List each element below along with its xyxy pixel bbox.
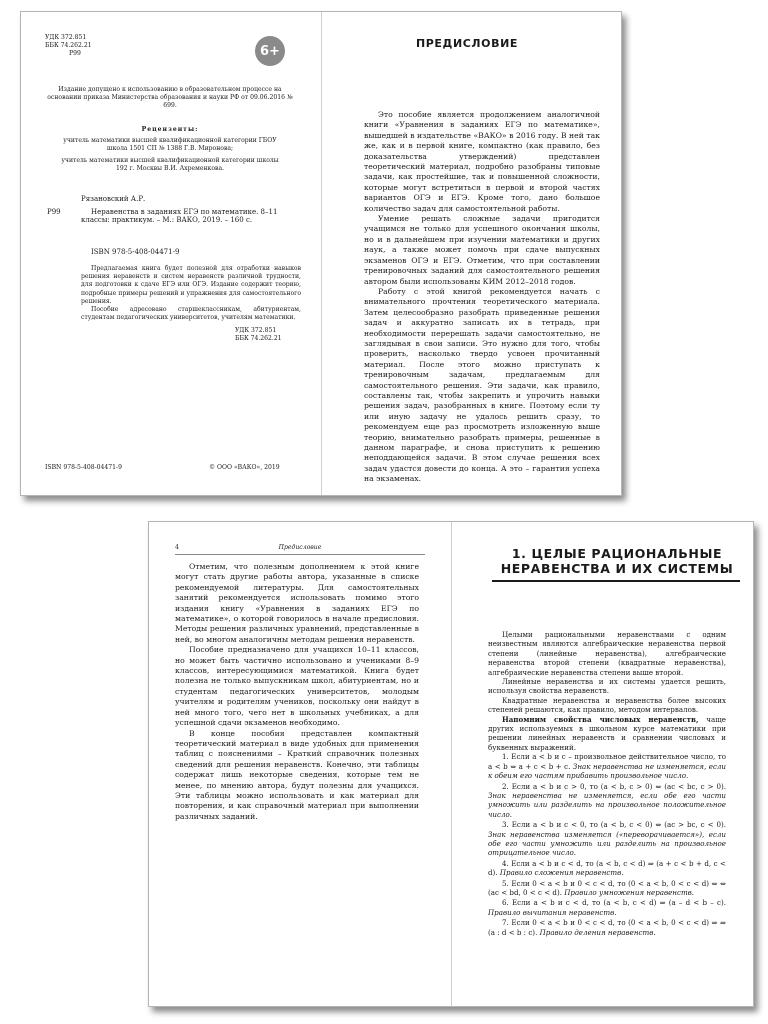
footer-isbn: ISBN 978-5-408-04471-9 bbox=[45, 464, 122, 471]
rule-explanation: Правило вычитания неравенств. bbox=[488, 907, 617, 917]
properties-lead-rest: чаще других используемых в школьном курсе математики при решении линейных неравенств и сравнении числовых и буквенных выражений. bbox=[488, 714, 726, 752]
author-name: Рязановский А.Р. bbox=[81, 195, 146, 203]
intro-paragraph: Квадратные неравенства и неравенства более высоких степеней решаются, как правило, методом интервалов. bbox=[488, 695, 726, 715]
rule-item bbox=[488, 859, 726, 878]
reviewer-1: учитель математики высшей квалификационной категории ГБОУ школа 1501 СП № 1388 Г.В. Миронова; bbox=[63, 137, 277, 153]
rule-item bbox=[488, 918, 726, 937]
reviewer-2: учитель математики высшей квалификационной категории школы 192 г. Москвы В.И. Ахременкова. bbox=[61, 157, 279, 173]
book-description: Неравенства в заданиях ЕГЭ по математике. 8–11 классы: практикум. – М.: ВАКО, 2019. – 160 с. bbox=[81, 208, 278, 225]
udk-code-bottom: УДК 372.851 bbox=[235, 327, 277, 334]
bottom-codes bbox=[235, 327, 315, 343]
author-sign-side: Р99 bbox=[47, 208, 61, 216]
preface-paragraph: Пособие предназначено для учащихся 10–11 классов, но может быть частично использовано и учениками 8–9 классов, интересующимися математикой. Книга будет полезна не только выпускникам школ, абитуриентам, но и студентам педагогических университетов, молодым учителям и родителям учеников, поскольку они найдут в ней много того, чего нет в школьных учебниках, а для успешной сдачи экзаменов необходимо. bbox=[175, 645, 419, 728]
rule-item bbox=[488, 879, 726, 898]
udk-code: УДК 372.851 bbox=[45, 34, 87, 41]
running-head-rule bbox=[175, 554, 425, 555]
properties-lead-bold: Напомним свойства числовых неравенств, bbox=[502, 714, 699, 724]
bbk-code: ББК 74.262.21 bbox=[45, 42, 92, 50]
rule-explanation: Знак неравенства изменяется («переворачивается»), если обе его части умножить или разделить на произвольное отрицательное число. bbox=[488, 829, 726, 858]
chapter-title-rule bbox=[492, 580, 740, 582]
preface-paragraph: Это пособие является продолжением аналогичной книги «Уравнения в заданиях ЕГЭ по математике», вышедшей в издательстве «ВАКО» в 2016 году. В ней так же, как и в первой книге, компактно (как правило, без доказательства утверждений) представлен теоретический материал, подробно разобраны типовые задачи, как простейшие, так и повышенной сложности, которые могут встретиться в первой и второй частях вариантов ОГЭ и ЕГЭ. Кроме того, дано большое количество задач для самостоятельной работы. bbox=[364, 110, 600, 213]
approval-notice: Издание допущено к использованию в образовательном процессе на основании приказа Министерства образования и науки РФ от 09.06.2016 № 699. bbox=[47, 86, 293, 110]
rule-statement: 1. Если a < b и c – произвольное действительное число, то a < b ⇔ a + c < b + c. bbox=[488, 752, 726, 771]
footer-copyright: © ООО «ВАКО», 2019 bbox=[209, 464, 280, 471]
rule-item bbox=[488, 752, 726, 780]
chapter-text bbox=[488, 630, 726, 938]
rule-explanation: Правило умножения неравенств. bbox=[564, 887, 695, 897]
rule-explanation: Знак неравенства не изменяется, если обе его части умножить или разделить на произвольное положительное число. bbox=[488, 790, 726, 819]
preface-paragraph: Умение решать сложные задачи пригодится учащимся не только для успешного окончания школы, но и в дальнейшем при изучении математики и других наук, а также может помочь при сдаче выпускных экзаменов ОГЭ и ЕГЭ. Отметим, что при составлении тренировочных заданий для самостоятельного решения автором были использованы КИМ 2012–2018 годов. bbox=[364, 214, 600, 286]
classification-codes bbox=[45, 34, 165, 59]
preface-paragraph: Работу с этой книгой рекомендуется начать с внимательного прочтения теоретического материала. Затем целесообразно разобрать приведенные решения задач и аккуратно записать их в тетрадь, при необходимости перерешать задачи самостоятельно, не заглядывая в свои записи. Это нужно для того, чтобы проверить, насколько твердо усвоен прочитанный материал. После этого можно приступать к тренировочным задачам, предлагаемым для самостоятельного решения. Эти задачи, как правило, составлены так, чтобы закрепить и упрочить навыки решения задач, разобранных в книге. Поэтому если ту или иную задачу не удалось решить сразу, то рекомендуем еще раз просмотреть изложенную выше теорию, внимательно разобрать примеры, решенные в данном параграфе, и снова приступить к решению неподдающейся задачи. В этом случае решения всех задач удастся довести до конца. А это – гарантия успеха на экзаменах. bbox=[364, 286, 600, 484]
preface-paragraph: Отметим, что полезным дополнением к этой книге могут стать другие работы автора, указанные в списке рекомендуемой литературы. Для самостоятельных занятий рекомендуется использовать помимо этого издания книгу «Уравнения в заданиях ЕГЭ по математике», о которой говорилось в начале предисловия. Методы решения различных уравнений, представленные в ней, во многом аналогичны методам решения неравенств. bbox=[175, 562, 419, 644]
preface-paragraph: В конце пособия представлен компактный теоретический материал в виде удобных для применения таблиц с пояснениями – Краткий справочник полезных сведений для решения неравенств. Конечно, эти таблицы содержат лишь некоторые сведения, которые тем не менее, по мнению автора, будут полезны для учащихся. Эти таблицы можно использовать и как материал для повторения, и как справочный материал при выполнении различных заданий. bbox=[175, 728, 419, 821]
top-book-spread bbox=[20, 11, 622, 496]
rule-item bbox=[488, 898, 726, 917]
bbk-code-bottom: ББК 74.262.21 bbox=[235, 335, 282, 343]
preface-page bbox=[322, 12, 621, 495]
annotation-paragraph: Пособие адресовано старшеклассникам, абитуриентам, студентам педагогических университетов, учителям математики. bbox=[81, 306, 301, 322]
imprint-page bbox=[21, 12, 321, 495]
rule-item bbox=[488, 782, 726, 820]
preface-text bbox=[364, 110, 600, 485]
properties-lead bbox=[488, 715, 726, 753]
rule-statement: 3. Если a < b и c < 0, то (a < b, c < 0) ⇔ (ac > bc, c < 0). bbox=[502, 820, 726, 830]
bottom-book-spread bbox=[148, 521, 754, 1007]
preface-title: ПРЕДИСЛОВИЕ bbox=[415, 37, 519, 50]
rule-explanation: Правило сложения неравенств. bbox=[499, 868, 624, 878]
preface-continued-text bbox=[175, 562, 419, 822]
isbn-line: ISBN 978-5-408-04471-9 bbox=[91, 248, 180, 256]
chapter-title-line-1: 1. ЦЕЛЫЕ РАЦИОНАЛЬНЫЕ bbox=[511, 546, 723, 561]
inequality-rules bbox=[488, 752, 726, 937]
intro-paragraph: Целыми рациональными неравенствами с одним неизвестным являются алгебраические неравенства первой степени (линейные неравенства), алгебраические неравенства второй степени (квадратные неравенства), алгебраические неравенства степени выше второй. bbox=[488, 630, 726, 677]
reviewers-heading: Рецензенты: bbox=[141, 126, 199, 133]
rule-explanation: Правило деления неравенств. bbox=[539, 927, 656, 937]
chapter-page bbox=[452, 522, 753, 1006]
annotation-paragraph: Предлагаемая книга будет полезной для отработки навыков решения неравенств и систем неравенств различной трудности, для подготовки к сдаче ЕГЭ или ОГЭ. Издание содержит теорию, подробные примеры решений и упражнения для самостоятельного решения. bbox=[81, 265, 301, 305]
rule-explanation: Знак неравенства не изменяется, если к обеим его частям прибавить произвольное число. bbox=[488, 761, 726, 781]
page-number: 4 bbox=[175, 544, 179, 551]
author-sign-code: Р99 bbox=[69, 50, 81, 58]
age-rating-badge: 6+ bbox=[255, 36, 285, 66]
preface-continued-page bbox=[149, 522, 451, 1006]
rule-statement: 5. Если 0 < a < b и 0 < c < d, то (0 < a < b, 0 < c < d) ⇔ ⇔ (ac < bd, 0 < c < d). bbox=[488, 878, 726, 897]
rule-statement: 6. Если a < b и c < d, то (a < b, c < d) ⇒ (a – d < b – c). bbox=[502, 898, 726, 908]
intro-paragraph: Линейные неравенства и их системы удается решить, используя свойства неравенств. bbox=[488, 677, 726, 696]
chapter-title-line-2: НЕРАВЕНСТВА И ИХ СИСТЕМЫ bbox=[500, 561, 734, 576]
rule-statement: 2. Если a < b и c > 0, то (a < b, c > 0) ⇔ (ac < bc, c > 0). bbox=[502, 781, 726, 791]
rule-item bbox=[488, 820, 726, 858]
annotation bbox=[81, 265, 301, 322]
running-head: Предисловие bbox=[278, 544, 322, 551]
chapter-title bbox=[492, 546, 742, 576]
rule-statement: 4. Если a < b и c < d, то (a < b, c < d) ⇒ (a + c < b + d, c < d). bbox=[488, 858, 726, 878]
rule-statement: 7. Если 0 < a < b и 0 < c < d, то (0 < a < b, 0 < c < d) ⇒ ⇒ (a : d < b : c). bbox=[488, 918, 726, 937]
